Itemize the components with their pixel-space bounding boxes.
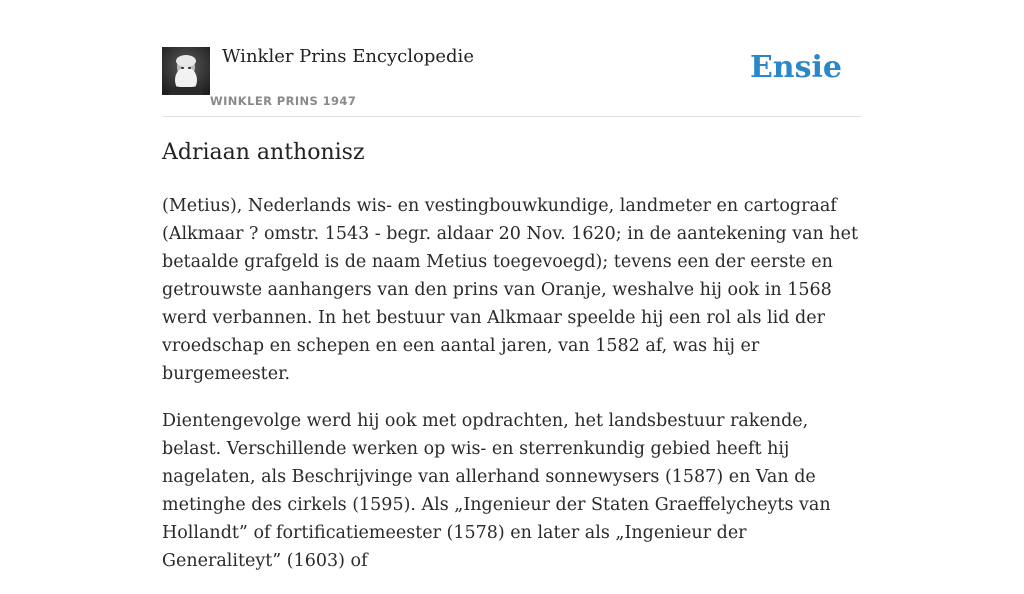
portrait-avatar[interactable] xyxy=(162,47,210,95)
source-name[interactable]: Winkler Prins Encyclopedie xyxy=(222,46,474,67)
portrait-icon xyxy=(162,47,210,95)
content-container xyxy=(162,0,862,571)
ensie-logo[interactable]: Ensie xyxy=(749,50,842,85)
article-paragraph: (Metius), Nederlands wis- en vestingbouwkundige, landmeter en cartograaf (Alkmaar ? omstr. 1543 - begr. aldaar 20 Nov. 1620; in de aantekening van het betaalde grafgeld is de naam Metius toegevoegd); tevens een der eerste en getrouwste aanhangers van den prins van Oranje, weshalve hij ook in 1568 werd verbannen. In het bestuur van Alkmaar speelde hij een rol als lid der vroedschap en schepen en een aantal jaren, van 1582 af, was hij er burgemeester. xyxy=(162,196,859,384)
source-edition[interactable]: WINKLER PRINS 1947 xyxy=(210,94,357,108)
article-paragraph: Dientengevolge werd hij ook met opdrachten, het landsbestuur rakende, belast. Verschillende werken op wis- en sterrenkundig gebied heeft hij nagelaten, als Beschrijvinge van allerhand sonnewysers (1587) en Van de metinghe des cirkels (1595). Als „Ingenieur der Staten Graeffelycheyts van Hollandt” of fortificatiemeester (1578) en later als „Ingenieur der Generaliteyt” (1603) of xyxy=(162,411,831,571)
article-title: Adriaan anthonisz xyxy=(162,140,365,165)
article-body xyxy=(162,192,862,594)
source-header xyxy=(162,0,862,117)
